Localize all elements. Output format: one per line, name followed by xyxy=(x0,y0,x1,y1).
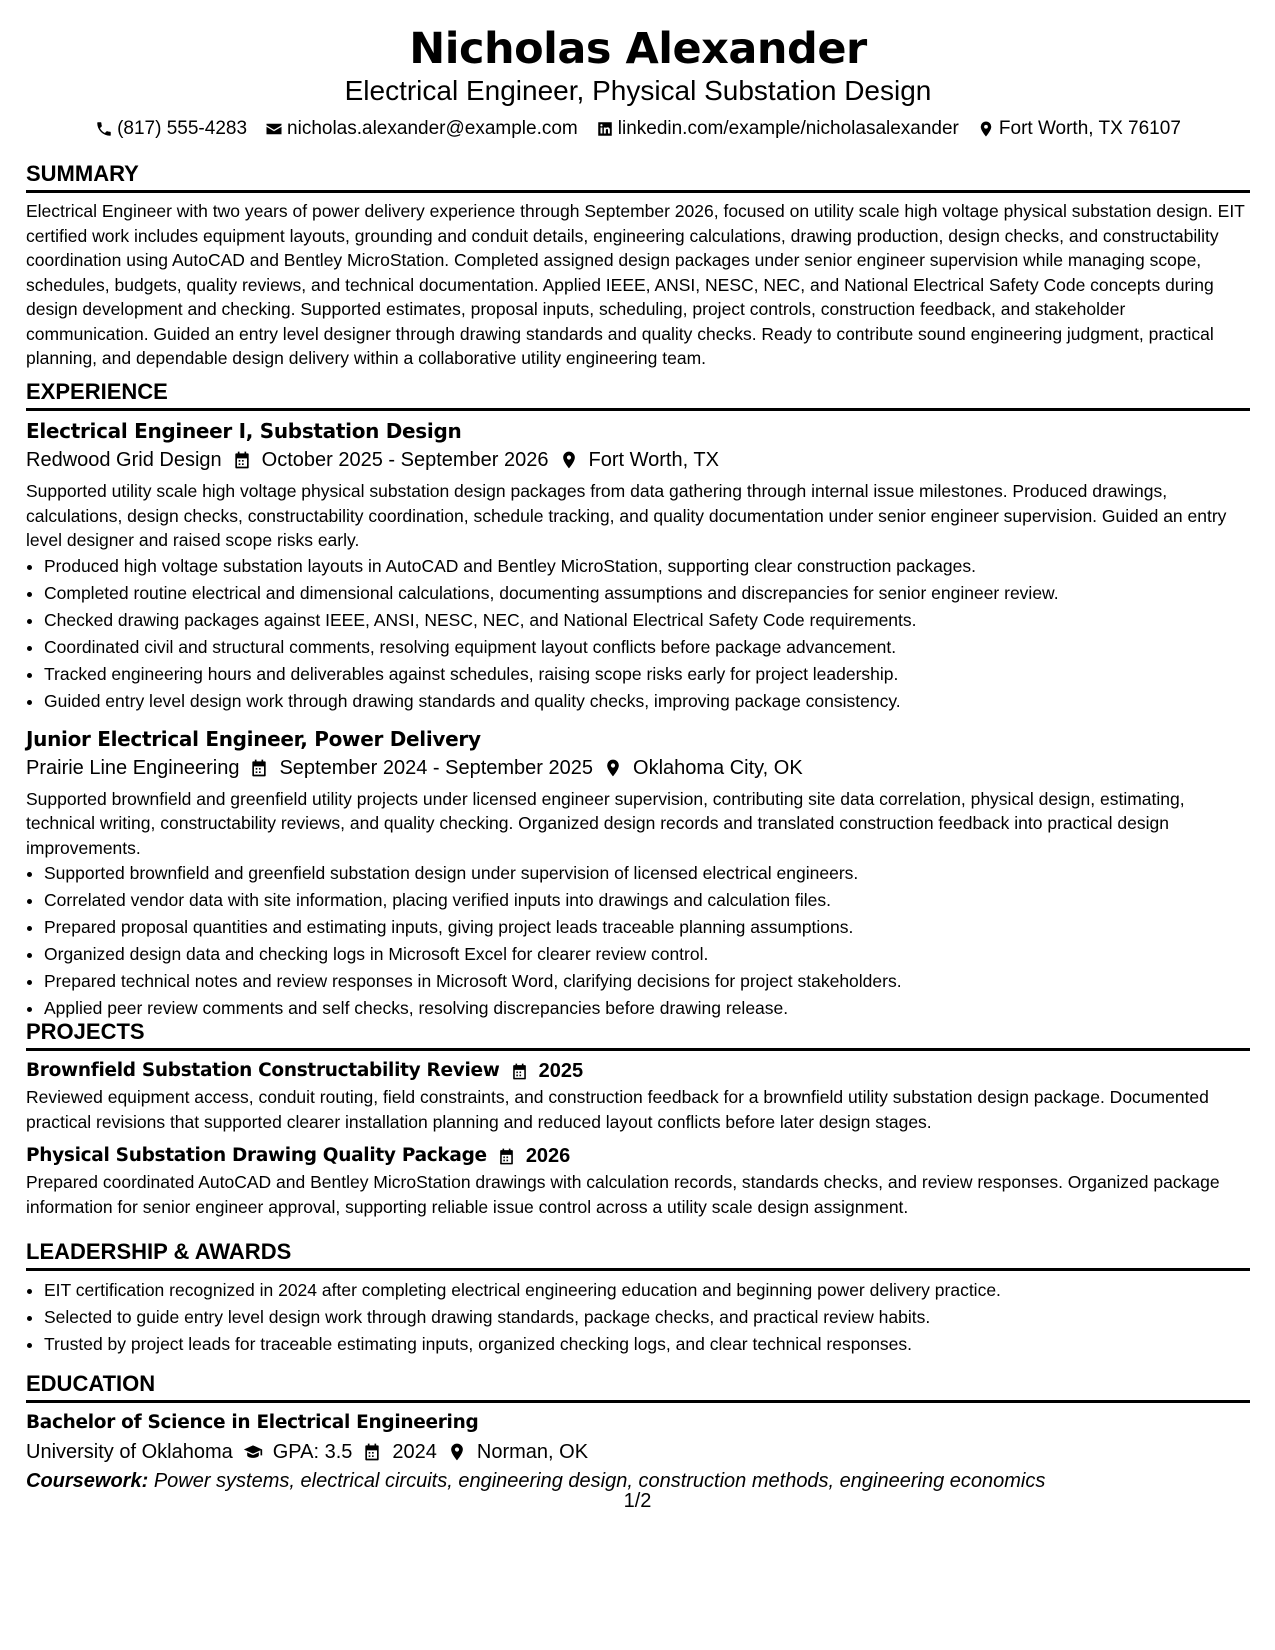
degree-title: Bachelor of Science in Electrical Engineering xyxy=(26,1412,479,1433)
list-item: • Checked drawing packages against IEEE, ANSI, NESC, NEC, and National Electrical Safety Code requirements. xyxy=(44,607,1250,634)
project-text: Prepared coordinated AutoCAD and Bentley MicroStation drawings with calculation records, standards checks, and review responses. Organized package information for senior engineer approval, supporting reliable issue control across a utility scale design assignment. xyxy=(26,1172,1220,1217)
job-meta xyxy=(26,445,1250,475)
list-item: • Organized design data and checking logs in Microsoft Excel for clearer review control. xyxy=(44,941,1250,968)
job-title: Junior Electrical Engineer, Power Delivery xyxy=(26,726,481,751)
linkedin-icon xyxy=(596,120,614,138)
project-title: Brownfield Substation Constructability Review xyxy=(26,1060,500,1081)
map-pin-icon xyxy=(977,120,995,138)
projects-heading: PROJECTS xyxy=(26,1018,1250,1051)
coursework-label: Coursework: xyxy=(26,1470,149,1492)
page-number: 1/2 xyxy=(623,1490,652,1512)
education-section xyxy=(26,1370,1250,1495)
map-pin-icon xyxy=(447,1442,467,1462)
list-item: • Supported brownfield and greenfield substation design under supervision of licensed electrical engineers. xyxy=(44,860,1250,887)
job-bullets xyxy=(26,553,1250,715)
calendar-icon xyxy=(249,758,269,778)
calendar-icon xyxy=(510,1062,529,1081)
contact-location xyxy=(977,116,1181,142)
school-name: University of Oklahoma xyxy=(26,1441,233,1463)
leadership-section xyxy=(26,1238,1250,1358)
job-dates: October 2025 - September 2026 xyxy=(261,449,549,471)
list-item: • Prepared proposal quantities and estimating inputs, giving project leads traceable planning assumptions. xyxy=(44,914,1250,941)
school-location: Norman, OK xyxy=(476,1441,589,1463)
calendar-icon xyxy=(232,450,252,470)
company-name: Prairie Line Engineering xyxy=(26,756,240,779)
contact-linkedin[interactable] xyxy=(596,116,959,142)
project-header xyxy=(26,1142,1250,1170)
resume-page xyxy=(26,0,1250,1492)
map-pin-icon xyxy=(559,450,579,470)
job-entry xyxy=(26,417,1250,715)
list-item: • Guided entry level design work through drawing standards and quality checks, improving package consistency. xyxy=(44,688,1250,715)
location-text: Fort Worth, TX 76107 xyxy=(998,118,1181,139)
job-bullets xyxy=(26,860,1250,1022)
list-item: • Applied peer review comments and self checks, resolving discrepancies before drawing release. xyxy=(44,995,1250,1022)
job-dates: September 2024 - September 2025 xyxy=(279,756,594,779)
leadership-bullets xyxy=(26,1277,1250,1358)
contact-phone[interactable] xyxy=(95,116,247,142)
graduation-year: 2024 xyxy=(392,1441,437,1463)
map-pin-icon xyxy=(603,758,623,778)
summary-text: Electrical Engineer with two years of power delivery experience through September 2026, focused on utility scale high voltage physical substation design. EIT certified work includes equipment layouts, grounding and conduit details, engineering calculations, drawing production, design checks, and constructability coordination using AutoCAD and Bentley MicroStation. Completed assigned design packages under senior engineer supervision while managing scope, schedules, budgets, quality reviews, and technical documentation. Applied IEEE, ANSI, NESC, NEC, and National Electrical Safety Code concepts during design development and checking. Supported estimates, proposal inputs, scheduling, project controls, construction feedback, and stakeholder communication. Guided an entry level designer through drawing standards and quality checks. Ready to contribute sound engineering judgment, practical planning, and dependable design delivery within a collaborative utility engineering team. xyxy=(26,201,1245,368)
calendar-icon xyxy=(362,1442,382,1462)
phone-text: (817) 555-4283 xyxy=(117,118,248,139)
leadership-heading: LEADERSHIP & AWARDS xyxy=(26,1238,1250,1271)
candidate-name: Nicholas Alexander xyxy=(409,24,867,74)
email-text: nicholas.alexander@example.com xyxy=(287,118,578,139)
list-item: • Trusted by project leads for traceable estimating inputs, organized checking logs, and clear technical responses. xyxy=(44,1331,1250,1358)
contact-bar xyxy=(26,116,1250,142)
project-text: Reviewed equipment access, conduit routing, field constraints, and construction feedback for a brownfield utility substation design package. Documented practical revisions that supported clearer installation planning and reduced layout conflicts before later design stages. xyxy=(26,1087,1209,1132)
list-item: • Produced high voltage substation layouts in AutoCAD and Bentley MicroStation, supporting clear construction packages. xyxy=(44,553,1250,580)
education-meta xyxy=(26,1437,1250,1467)
job-entry xyxy=(26,725,1250,1023)
experience-heading: EXPERIENCE xyxy=(26,378,1250,411)
project-entry xyxy=(26,1142,1250,1219)
list-item: • EIT certification recognized in 2024 after completing electrical engineering education and beginning power delivery practice. xyxy=(44,1277,1250,1304)
list-item: • Correlated vendor data with site information, placing verified inputs into drawings and calculation files. xyxy=(44,887,1250,914)
list-item: • Prepared technical notes and review responses in Microsoft Word, clarifying decisions for project stakeholders. xyxy=(44,968,1250,995)
list-item: • Selected to guide entry level design work through drawing standards, package checks, and practical review habits. xyxy=(44,1304,1250,1331)
gpa-text: GPA: 3.5 xyxy=(272,1441,353,1463)
job-location: Fort Worth, TX xyxy=(588,449,719,471)
job-summary: Supported utility scale high voltage physical substation design packages from data gathering through internal issue milestones. Produced drawings, calculations, design checks, constructability coordination, schedule tracking, and quality documentation under senior engineer supervision. Guided an entry level designer and raised scope risks early. xyxy=(26,481,1227,550)
envelope-icon xyxy=(265,120,283,138)
project-year: 2025 xyxy=(538,1059,584,1082)
job-location: Oklahoma City, OK xyxy=(633,756,803,779)
job-summary: Supported brownfield and greenfield utility projects under licensed engineer supervision, contributing site data correlation, physical design, estimating, technical writing, constructability reviews, and quality checking. Organized design records and translated construction feedback into practical design improvements. xyxy=(26,788,1185,858)
graduation-cap-icon xyxy=(243,1442,263,1462)
company-name: Redwood Grid Design xyxy=(26,449,222,471)
projects-section xyxy=(26,1018,1250,1219)
candidate-role: Electrical Engineer, Physical Substation Design xyxy=(344,75,932,106)
calendar-icon xyxy=(497,1147,516,1166)
experience-section xyxy=(26,378,1250,1022)
phone-icon xyxy=(95,120,113,138)
education-heading: EDUCATION xyxy=(26,1370,1250,1403)
list-item: • Completed routine electrical and dimensional calculations, documenting assumptions and discrepancies for senior engineer review. xyxy=(44,580,1250,607)
project-entry xyxy=(26,1057,1250,1134)
summary-section xyxy=(26,160,1250,371)
project-title: Physical Substation Drawing Quality Package xyxy=(26,1145,487,1166)
coursework-text: Power systems, electrical circuits, engineering design, construction methods, engineering economics xyxy=(153,1470,1046,1492)
job-title: Electrical Engineer I, Substation Design xyxy=(26,419,462,443)
list-item: • Coordinated civil and structural comments, resolving equipment layout conflicts before package advancement. xyxy=(44,634,1250,661)
contact-email[interactable] xyxy=(265,116,578,142)
summary-heading: SUMMARY xyxy=(26,160,1250,193)
linkedin-text: linkedin.com/example/nicholasalexander xyxy=(617,118,959,139)
project-header xyxy=(26,1057,1250,1085)
job-meta xyxy=(26,753,1250,783)
list-item: • Tracked engineering hours and deliverables against schedules, raising scope risks early for project leadership. xyxy=(44,661,1250,688)
project-year: 2026 xyxy=(525,1144,571,1167)
